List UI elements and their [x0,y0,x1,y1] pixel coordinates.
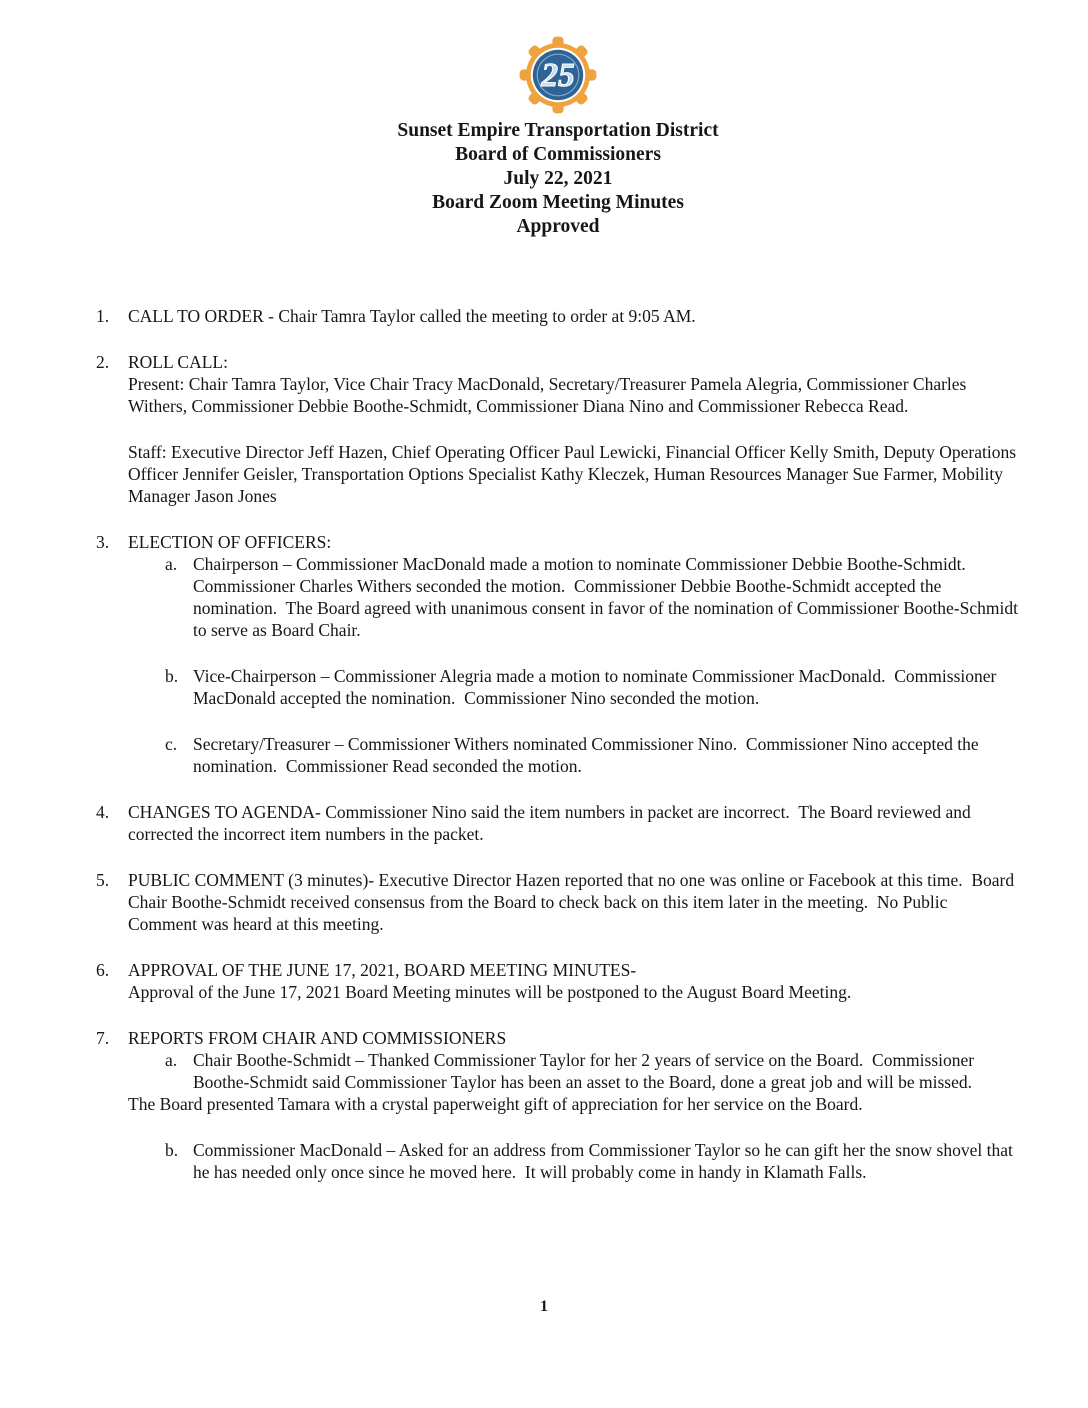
sub-item-secretary-treasurer [165,733,1020,777]
sub-item-letter: a. [165,554,178,574]
item-number: 7. [96,1028,110,1048]
item-number: 5. [96,870,110,890]
item-heading: ROLL CALL: [128,352,228,372]
sub-item-letter: b. [165,1140,179,1160]
agenda-item-call-to-order [96,305,1020,327]
sub-item-text: Vice-Chairperson – Commissioner Alegria made a motion to nominate Commissioner MacDonald. Commissioner MacDonald accepted the nomination. Commissioner Nino seconded the motion. [193,666,1001,708]
item-text: CHANGES TO AGENDA- Commissioner Nino said the item numbers in packet are incorrect. The Board reviewed and corrected the incorrect item numbers in the packet. [128,802,976,844]
item-number: 6. [96,960,110,980]
document-header [96,35,1020,239]
sub-item-chairperson [165,553,1023,641]
item-number: 2. [96,352,110,372]
sub-item-text: Commissioner MacDonald – Asked for an address from Commissioner Taylor so he can gift her the snow shovel that he has needed only once since he moved here. It will probably come in handy in Klamath Falls. [193,1140,1018,1182]
item-text: CALL TO ORDER - Chair Tamra Taylor called the meeting to order at 9:05 AM. [128,306,696,326]
sub-item-macdonald-report [165,1139,1020,1183]
item-number: 1. [96,306,110,326]
item-number: 3. [96,532,110,552]
district-25th-anniversary-logo [96,35,1020,115]
page-number: 1 [540,1298,548,1315]
roll-call-present: Present: Chair Tamra Taylor, Vice Chair Tracy MacDonald, Secretary/Treasurer Pamela Alegria, Commissioner Charles Withers, Commissioner Debbie Boothe-Schmidt, Commissioner Diana Nino and Commissioner Rebecca Read. [128,374,971,416]
agenda-item-reports-from-chair [96,1027,1020,1183]
agenda-item-public-comment [96,869,1020,935]
agenda-item-election-of-officers [96,531,1023,777]
item-text: Approval of the June 17, 2021 Board Meeting minutes will be postponed to the August Board Meeting. [128,982,852,1002]
sub-item-text: Chair Boothe-Schmidt – Thanked Commissioner Taylor for her 2 years of service on the Board. Commissioner Boothe-Schmidt said Commissioner Taylor has been an asset to the Board, done a great job and will be missed. [193,1050,979,1092]
org-name-line: Sunset Empire Transportation District [397,120,719,141]
agenda-item-minutes-approval [96,959,1020,1003]
agenda-item-changes-to-agenda [96,801,1020,845]
meeting-type-line: Board Zoom Meeting Minutes [432,192,684,213]
item-heading: REPORTS FROM CHAIR AND COMMISSIONERS [128,1028,507,1048]
sub-item-vice-chairperson [165,665,1020,709]
body-name-line: Board of Commissioners [455,144,661,165]
sub-item-text: Secretary/Treasurer – Commissioner Withers nominated Commissioner Nino. Commissioner Nino accepted the nomination. Commissioner Read seconded the motion. [193,734,984,776]
sub-item-letter: b. [165,666,179,686]
sub-item-letter: a. [165,1050,178,1070]
approval-status-line: Approved [516,216,600,237]
minutes-body [96,305,1023,1183]
logo-numeral-25: 25 [541,57,575,95]
paperweight-presentation-note: The Board presented Tamara with a crystal paperweight gift of appreciation for her service on the Board. [128,1094,863,1114]
item-heading: ELECTION OF OFFICERS: [128,532,332,552]
item-number: 4. [96,802,110,822]
sub-item-text: Chairperson – Commissioner MacDonald made a motion to nominate Commissioner Debbie Boothe-Schmidt. Commissioner Charles Withers seconded the motion. Commissioner Debbie Boothe-Schmidt accepted the nomination. The Board agreed with unanimous consent in favor of the nomination of Commissioner Boothe-Schmidt to serve as Board Chair. [193,554,1023,640]
item-heading: APPROVAL OF THE JUNE 17, 2021, BOARD MEETING MINUTES- [128,960,637,980]
meeting-date-line: July 22, 2021 [503,168,613,189]
sub-item-chair-report [165,1049,1020,1093]
title-block [96,119,1020,239]
item-text: PUBLIC COMMENT (3 minutes)- Executive Director Hazen reported that no one was online or Facebook at this time. Board Chair Boothe-Schmidt received consensus from the Board to check back on this item later in the meeting. No Public Comment was heard at this meeting. [128,870,1019,934]
sub-item-letter: c. [165,734,178,754]
agenda-item-roll-call [96,351,1020,507]
gear-logo-icon [514,35,602,115]
roll-call-staff: Staff: Executive Director Jeff Hazen, Chief Operating Officer Paul Lewicki, Financial Officer Kelly Smith, Deputy Operations Officer Jennifer Geisler, Transportation Options Specialist Kathy Kleczek, Human Resources Manager Sue Farmer, Mobility Manager Jason Jones [128,442,1021,506]
